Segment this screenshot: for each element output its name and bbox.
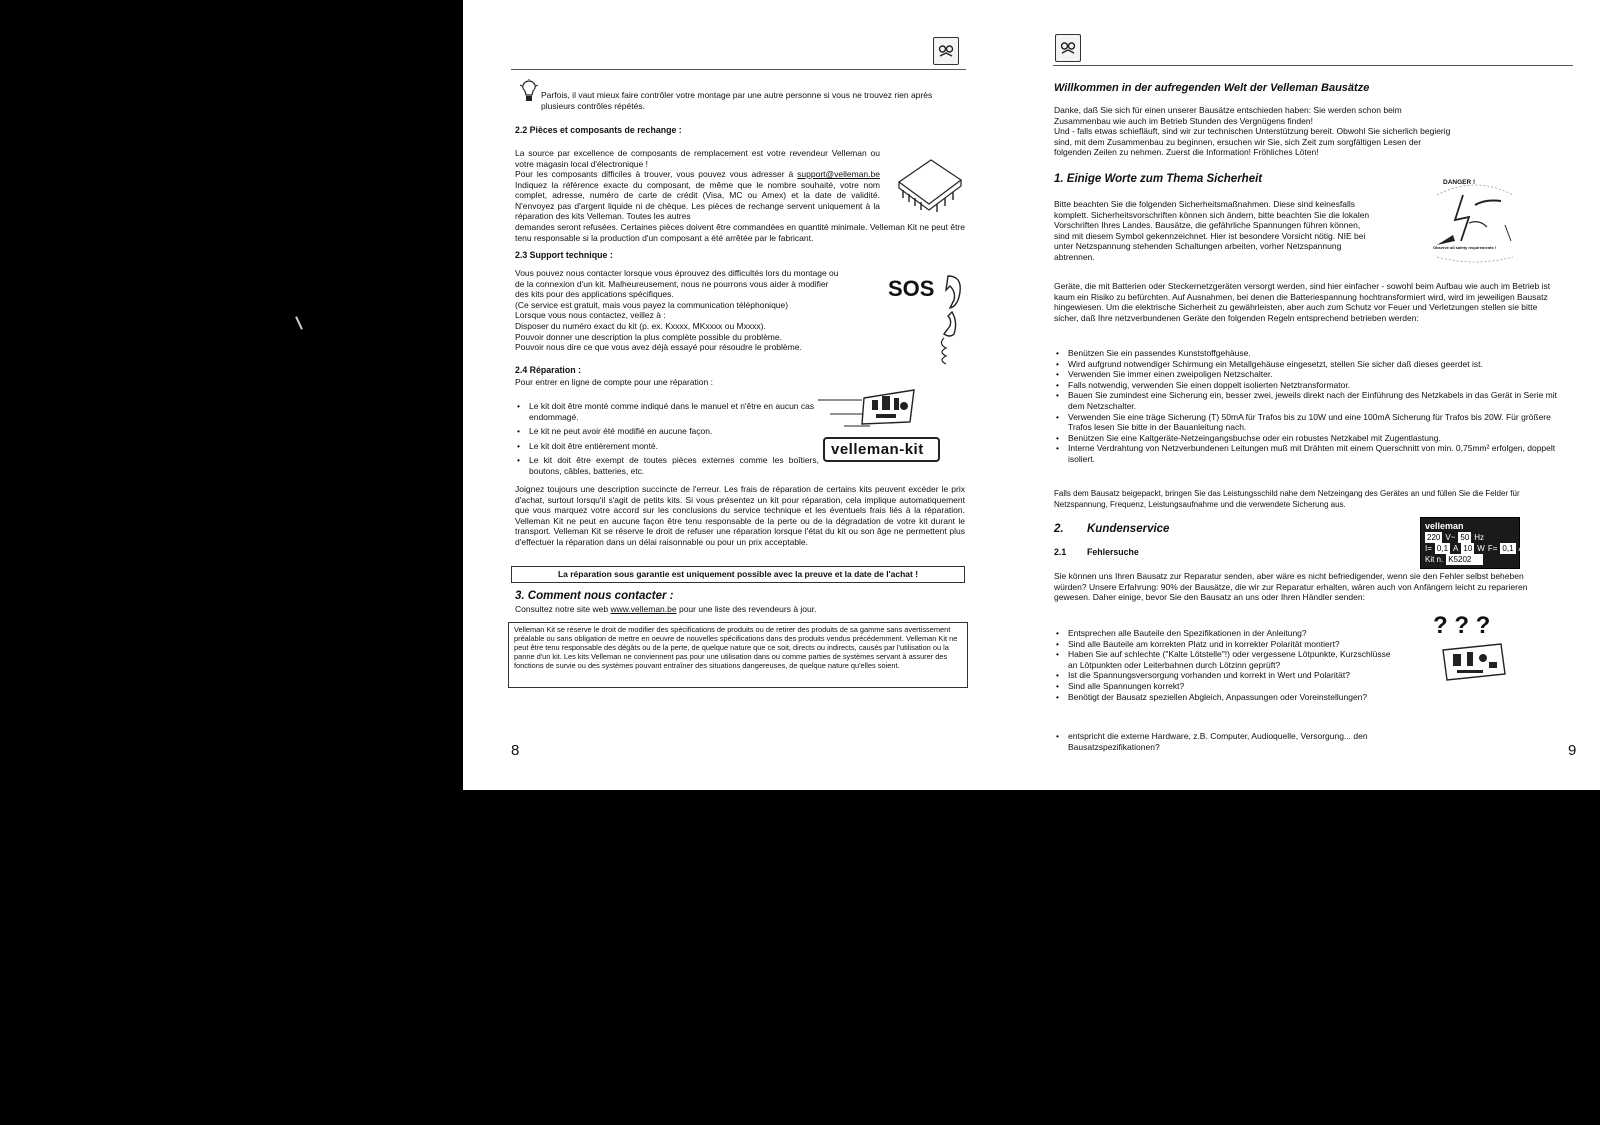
ic-chip-icon xyxy=(891,152,966,217)
pcb-board-icon xyxy=(818,386,928,428)
list-item: • Le kit doit être monté comme indiqué dans le manuel et n'être en aucun cas endommagé. xyxy=(529,401,819,422)
disclaimer-box xyxy=(508,622,968,688)
intro-line: Zusammenbau wie auch im Betrieb Stunden des Vergnügens finden! xyxy=(1054,115,1313,126)
s1-line: unter Netzspannung stehenden Schaltungen arbeiten, vorher Netzspannung xyxy=(1054,241,1342,252)
s23-line: des kits pour des applications spécifiques. xyxy=(515,289,674,300)
rating-current: 0,1 xyxy=(1436,544,1449,553)
s23-line: Vous pouvez nous contacter lorsque vous éprouvez des difficultés lors du montage ou xyxy=(515,268,839,278)
rating-frequency: 50 xyxy=(1460,533,1470,542)
list-item: • Benützen Sie eine Kaltgeräte-Netzeingangsbuchse oder ein robustes Netzkabel mit Zugentlastung. xyxy=(1068,433,1568,444)
list-item: • Benützen Sie ein passendes Kunststoffgehäuse. xyxy=(1068,348,1568,359)
page-number-right: 9 xyxy=(1568,742,1577,759)
velleman-logo-left xyxy=(933,37,959,65)
list-item: • Ist die Spannungsversorgung vorhanden und korrekt in Wert und Polarität? xyxy=(1068,670,1398,681)
s1-line: abtrennen. xyxy=(1054,251,1095,262)
rating-fuse: 0,1 xyxy=(1502,544,1514,553)
owl-logo-icon xyxy=(936,41,956,61)
electric-hazard-icon xyxy=(1425,175,1525,265)
s1-heading: 1. Einige Worte zum Thema Sicherheit xyxy=(1054,173,1263,185)
s24-para: Joignez toujours une description succincte de l'erreur. Les frais de réparation de certains kits peuvent excéder le prix d'achat, surtout lorsqu'il s'agit de petits kits. Si vous présentez un kit pour réparation, cela implique automatiquement que vous marquez votre accord sur les conclusions du service technique et les éventuels frais liés à la réparation. Velleman Kit ne peut en aucune façon être tenu responsable de la perte ou de la dégradation de votre kit durant le transport. Velleman Kit se réserve le droit de refuser une réparation lorsque l'état du kit ou son âge ne permettent plus d'effectuer la réparation dans un délai raisonnable ou pour un prix acceptable. xyxy=(515,484,965,547)
list-item: • Haben Sie auf schlechte ("Kalte Lötstelle"!) oder vergessene Lötpunkte, Kurzschlüsse an Lötpunkten oder Leiterbahnen durch Lötzinn geprüft? xyxy=(1068,649,1398,670)
list-item: • Le kit doit être exempt de toutes pièces externes comme les boîtiers, boutons, câbles, batteries, etc. xyxy=(529,455,819,476)
s22-text-c: demandes seront refusées. Certaines pièces doivent être commandées en quantité minimale. Velleman Kit ne peut être tenu responsable si la production d'un composant a été arrêtée par le fabricant. xyxy=(515,222,965,243)
page-number-left: 8 xyxy=(511,742,520,759)
rating-brand: velleman xyxy=(1425,521,1464,531)
s23-line: Disposer du numéro exact du kit (p. ex. Kxxxx, MKxxxx ou Mxxxx). xyxy=(515,320,766,331)
s23-line: (Ce service est gratuit, mais vous payez la communication téléphonique) xyxy=(515,299,789,310)
list-item: • Bauen Sie zumindest eine Sicherung ein, besser zwei, jeweils direkt nach der Einführung des Netzkabels in das Gerät in Serie mit dem Netzschalter. xyxy=(1068,390,1568,411)
list-item: • Interne Verdrahtung von Netzverbundenen Leitungen muß mit Drähten mit einem Querschnitt von min. 0,75mm² erfolgen, doppelt isoliert. xyxy=(1068,443,1568,464)
s1-bullets xyxy=(1054,348,1568,465)
rating-row-voltage: 220 V~ 50 Hz xyxy=(1427,533,1485,542)
s21-bullets xyxy=(1054,628,1398,702)
velleman-kit-logo: velleman-kit xyxy=(823,437,940,462)
support-email-link[interactable]: support@velleman.be xyxy=(797,169,880,179)
header-rule-right xyxy=(1053,65,1573,66)
s23-heading: 2.3 Support technique : xyxy=(515,250,613,260)
lightbulb-icon xyxy=(520,79,538,105)
guarantee-box xyxy=(511,566,965,583)
intro-line: Und - falls etwas schiefläuft, sind wir zur technischen Unterstützung bereit. Obwohl Sie sicherlich begierig xyxy=(1054,126,1451,137)
circuit-board-icon xyxy=(1439,640,1509,682)
guarantee-text: La réparation sous garantie est uniquement possible avec la preuve et la date de l'achat ! xyxy=(557,569,919,579)
s23-line: de la connexion d'un kit. Malheureusement, nous ne pourrons vous aider à modifier xyxy=(515,278,829,289)
s22-text-b: Pour les composants difficiles à trouver, vous pouvez vous adresser à support@velleman.be Indiquez la référence exacte du composant, de même que le nombre souhaité, votre nom complet, adresse, numéro de carte de crédit (Visa, MC ou Amex) et la date de validité. N'envoyez pas d'argent liquide ni de chèque. Les pièces de rechange servent uniquement à la réparation des kits Velleman. Toutes les autres xyxy=(515,169,880,222)
s1-body xyxy=(1054,199,1424,263)
list-item: • entspricht die externe Hardware, z.B. Computer, Audioquelle, Versorgung... den Bausatzspezifikationen? xyxy=(1068,731,1428,752)
list-item: • Verwenden Sie eine träge Sicherung (T) 50mA für Trafos bis zu 10W und eine 100mA Sicherung für Trafos bis 20W. Für größere Trafos lesen Sie bitte in der Bauanleitung nach. xyxy=(1068,412,1568,433)
list-item: • Le kit ne peut avoir été modifié en aucune façon. xyxy=(529,426,819,437)
list-item: • Entsprechen alle Bauteile den Spezifikationen in der Anleitung? xyxy=(1068,628,1398,639)
s23-line: Pouvoir nous dire ce que vous avez déjà essayé pour résoudre le problème. xyxy=(515,342,802,353)
danger-caption: Observe all safety requirements ! xyxy=(1433,245,1497,250)
owl-logo-icon xyxy=(1058,38,1078,58)
intro-line: folgenden Zeilen zu nehmen. Zuerst die Information! Fröhliches Löten! xyxy=(1054,147,1319,158)
s24-heading: 2.4 Réparation : xyxy=(515,365,581,375)
rating-row-power: I= 0,1 A 10 W F= 0,1 A xyxy=(1425,544,1524,553)
rating-power: 10 xyxy=(1463,544,1473,553)
s1-line: Vorschriften Ihres Landes. Bausätze, die gefährliche Spannungen führen können, xyxy=(1054,220,1361,231)
s1-para: Geräte, die mit Batterien oder Steckernetzgeräten versorgt werden, sind hier einfacher - sowohl beim Aufbau wie auch im Betrieb ist kaum ein Risiko zu befürchten. Auf Ausnahmen, bei denen die Batteriespannung hochtransformiert wird, wird im jeweiligen Bausatz hingewiesen. Um die elektrische Sicherheit zu gewährleisten, aber auch zum Schutz vor Feuer und Verletzungen stellen sie bitte sicher, daß Ihre netzverbundenen Geräte den folgenden Regeln entsprechend betrieben werden: xyxy=(1054,281,1551,323)
s23-body xyxy=(515,268,885,353)
intro-line: sind, mit dem Zusammenbau zu beginnen, ersuchen wir Sie, sich Zeit zum sorgfältigen Lesen der xyxy=(1054,136,1422,147)
intro-body xyxy=(1054,105,1554,158)
list-item: • Verwenden Sie immer einen zweipoligen Netzschalter. xyxy=(1068,369,1568,380)
rating-row-kit: Kit n. K5202 xyxy=(1425,554,1515,565)
s1-line: sind mit diesem Symbol gekennzeichnet. Hier ist besondere Vorsicht nötig. NIE bei xyxy=(1054,230,1366,241)
intro-line: Danke, daß Sie sich für einen unserer Bausätze entschieden haben: Sie werden schon beim xyxy=(1054,105,1402,115)
booklet-spread xyxy=(463,0,1600,790)
s22-text-a: La source par excellence de composants de remplacement est votre revendeur Velleman ou votre magasin local d'électronique ! xyxy=(515,148,880,169)
sos-label: SOS xyxy=(888,276,935,301)
s1-line: komplett. Sicherheitsvorschriften können sich ändern, bitte beachten Sie die lokalen xyxy=(1054,209,1370,220)
velleman-logo-right xyxy=(1055,34,1081,62)
rating-plate xyxy=(1420,517,1524,569)
s2-number: 2. xyxy=(1054,523,1064,535)
list-item: • Benötigt der Bausatz speziellen Abgleich, Anpassungen oder Voreinstellungen? xyxy=(1068,692,1398,703)
disclaimer-text: Velleman Kit se réserve le droit de modifier des spécifications de produits ou de retirer des produits de sa gamme sans avertissement préalable ou sans obligation de mettre en oeuvre de nouvelles spécifications dans des produits vendus précédemment. Velleman Kit ne peut être tenu responsable des dégâts ou de la perte, de quelque nature que ce soit, directs ou indirects, causés par l'utilisation ou la panne d'un kit. Les kits Velleman ne conviennent pas pour une utilisation dans ou comme parties de systèmes servant à assurer des fonctions de survie ou des systèmes pouvant entraîner des situations dangereuses, de quelque nature qu'elles soient. xyxy=(514,625,958,670)
danger-label: DANGER ! xyxy=(1443,179,1476,186)
s21-heading: Fehlersuche xyxy=(1087,547,1139,557)
s24-bullets xyxy=(515,401,819,477)
page-left xyxy=(463,0,1003,790)
website-link[interactable]: www.velleman.be xyxy=(610,604,677,614)
danger-badge xyxy=(1425,175,1525,265)
list-item: • Falls notwendig, verwenden Sie einen doppelt isolierten Netztransformator. xyxy=(1068,380,1568,391)
list-item: • Sind alle Bauteile am korrekten Platz und in korrekter Polarität montiert? xyxy=(1068,639,1398,650)
telephone-handset-icon xyxy=(928,272,968,372)
s24-intro: Pour entrer en ligne de compte pour une réparation : xyxy=(515,377,713,387)
scan-artifact xyxy=(295,316,303,330)
welcome-title: Willkommen in der aufregenden Welt der Velleman Bausätze xyxy=(1054,82,1370,94)
question-marks: ? ? ? xyxy=(1433,612,1491,639)
rating-voltage: 220 xyxy=(1427,533,1441,542)
s3-text: Consultez notre site web www.velleman.be pour une liste des revendeurs à jour. xyxy=(515,604,817,614)
s23-line: Lorsque vous nous contactez, veillez à : xyxy=(515,310,666,321)
list-item: • Le kit doit être entièrement monté. xyxy=(529,441,819,452)
s21-bullet-last xyxy=(1054,731,1428,752)
s23-line: Pouvoir donner une description la plus complète possible du problème. xyxy=(515,331,782,342)
s21-para: Sie können uns Ihren Bausatz zur Reparatur senden, aber wäre es nicht befriedigender, wenn sie den Fehler selbst beheben würden? Unsere Erfahrung: 90% der Bausätze, die wir zur Reparatur erhalten, wären auch von Anfängern leicht zu reparieren gewesen. Daher einige, bevor Sie den Bausatz an uns oder Ihren Händler senden: xyxy=(1054,571,1528,603)
header-rule-left xyxy=(511,69,966,70)
s22-heading: 2.2 Pièces et composants de rechange : xyxy=(515,125,682,135)
s3-heading: 3. Comment nous contacter : xyxy=(515,590,674,602)
tip-text: Parfois, il vaut mieux faire contrôler votre montage par une autre personne si vous ne trouvez rien après plusieurs contrôles répétés. xyxy=(541,90,933,111)
s1-closing: Falls dem Bausatz beigepackt, bringen Sie das Leistungsschild nahe dem Netzeingang des Gerätes an und füllen Sie die Felder für Netzspannung, Frequenz, Leistungsaufnahme und die verwendete Sicherung aus. xyxy=(1054,489,1520,509)
s2-heading: Kundenservice xyxy=(1087,523,1170,535)
list-item: • Wird aufgrund notwendiger Schirmung ein Metallgehäuse eingesetzt, stellen Sie sicher daß dieses geerdet ist. xyxy=(1068,359,1568,370)
list-item: • Sind alle Spannungen korrekt? xyxy=(1068,681,1398,692)
rating-kit: K5202 xyxy=(1446,554,1483,565)
page-right xyxy=(1033,0,1600,790)
s21-number: 2.1 xyxy=(1054,547,1067,557)
s1-line: Bitte beachten Sie die folgenden Sicherheitsmaßnahmen. Diese sind keinesfalls xyxy=(1054,199,1355,209)
